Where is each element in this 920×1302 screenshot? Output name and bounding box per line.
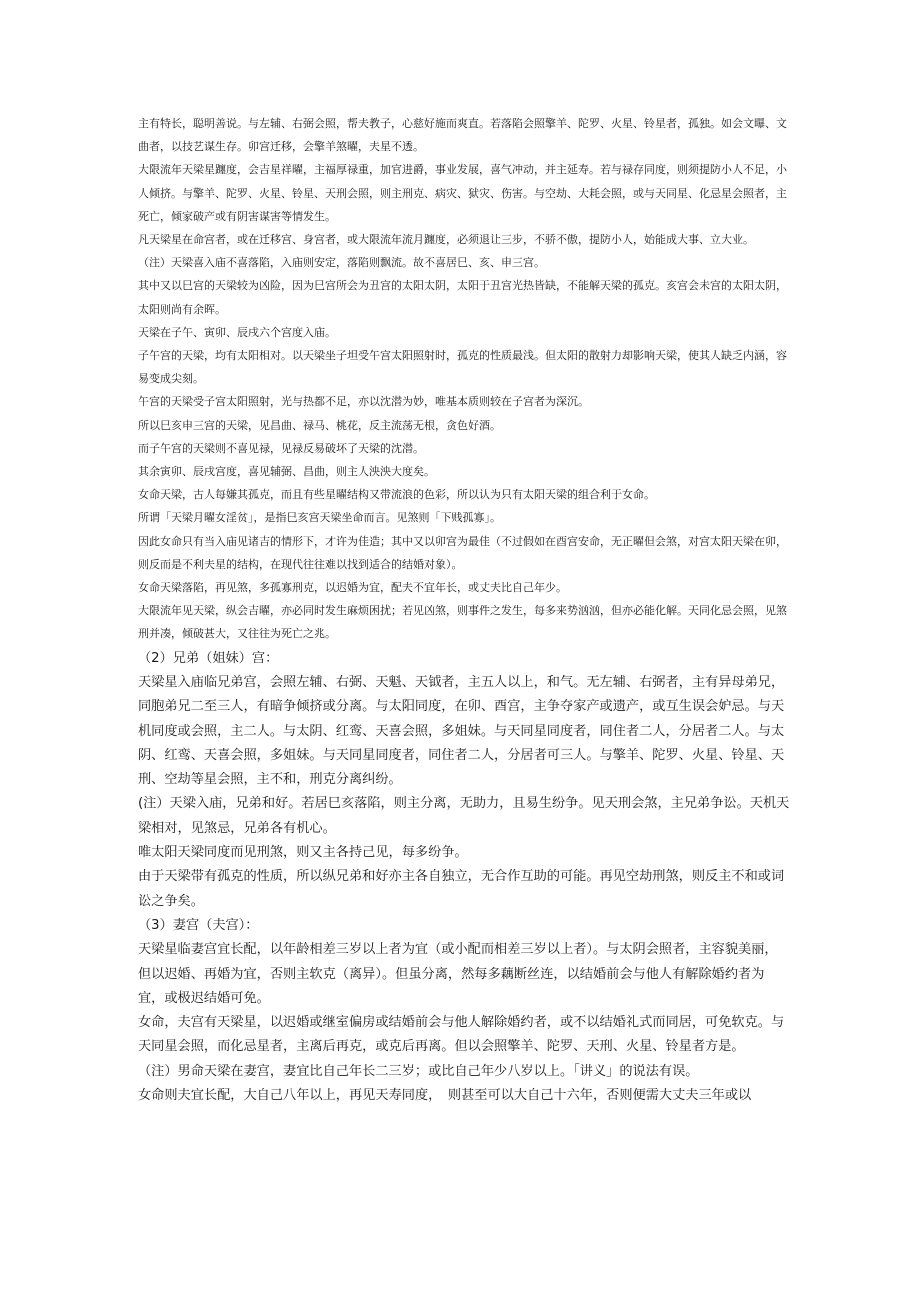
paragraph: 子午宫的天梁，均有太阳相对。以天梁坐子坦受午宫太阳照射时，孤克的性质最浅。但太阳的散射力却影响天梁，使其人缺乏内涵，容易变成尖刻。 xyxy=(138,349,787,386)
paragraph: 唯太阳天梁同度而见刑煞，则又主各持己见，每多纷争。 xyxy=(138,845,468,861)
section-body-small-text xyxy=(138,112,790,646)
paragraph: 因此女命只有当入庙见诸吉的情形下，才许为佳造；其中又以卯宫为最佳（不过假如在酉宫安命，无正曜但会煞，对宫太阳天梁在卯，则反而是不利夫星的结构，在现代往往难以找到适合的结婚对象）。 xyxy=(138,534,787,571)
paragraph: 大限流年见天梁，纵会吉曜，亦必同时发生麻烦困扰；若见凶煞，则事件之发生，每多来势汹汹，但亦必能化解。天同化忌会照，见煞刑并凑，倾破甚大，又往往为死亡之兆。 xyxy=(138,604,787,641)
paragraph: 主有特长，聪明善说。与左辅、右弼会照，帮夫教子，心慈好施而爽直。若落陷会照擎羊、陀罗、火星、铃星者，孤独。如会文曝、文曲者，以技艺谋生存。卯宫迁移，会擎羊煞曜，夫星不透。 xyxy=(138,117,787,154)
paragraph: 天梁在子午、寅卯、辰戌六个宫度入庙。 xyxy=(138,325,336,339)
paragraph: 女命天梁落陷，再见煞，多孤寡刑克，以迟婚为宜，配夫不宜年长，或丈夫比自己年少。 xyxy=(138,581,567,595)
paragraph: 天梁星临妻宫宜长配，以年龄相差三岁以上者为宜（或小配而相差三岁以上者）。与太阴会照者，主容貌美丽，但以迟婚、再婚为宜，否则主软克（离异）。但虽分离，然每多藕断丝连，以结婚前会与他人有解除婚约者为宜，或极迟结婚可免。 xyxy=(138,942,778,1006)
paragraph: 女命天梁，古人每嫌其孤克，而且有些星曜结构又带流浪的色彩，所以认为只有太阳天梁的组合利于女命。 xyxy=(138,488,655,502)
paragraph: 午宫的天梁受子宫太阳照射，光与热都不足，亦以沈潜为妙，唯基本质则较在子宫者为深沉。 xyxy=(138,395,589,409)
paragraph: 其中又以巳宫的天梁较为凶险，因为巳宫所会为丑宫的太阳太阴，太阳于丑宫光热皆缺，不能解天梁的孤克。亥宫会未宫的太阳太阴，太阳则尚有余晖。 xyxy=(138,279,787,316)
paragraph: 大限流年天梁星躔度，会吉星祥曜，主福厚禄重，加官进爵，事业发展，喜气冲动，并主延寿。若与禄存同度，则须提防小人不足，小人倾挤。与擎羊、陀罗、火星、铃星、天刑会照，则主刑克、病灾、狱灾、伤害。与空劫、大耗会照，或与天同星、化忌星会照者，主死亡，倾家破产或有阴害谋害等情发生。 xyxy=(138,163,787,223)
paragraph: 而子午宫的天梁则不喜见禄，见禄反易破坏了天梁的沈潜。 xyxy=(138,441,424,455)
section-body-large-text xyxy=(138,647,790,1109)
paragraph: 女命，夫宫有天梁星，以迟婚或继室偏房或结婚前会与他人解除婚约者，或不以结婚礼式而同居，可免软克。与天同星会照，而化忌星者，主离后再克，或克后再离。但以会照擎羊、陀罗、天刑、火星、铃星者方是。 xyxy=(138,1015,785,1055)
paragraph: (注）天梁入庙，兄弟和好。若居巳亥落陷，则主分离，无助力，且易生纷争。见天刑会煞，主兄弟争讼。天机天梁相对，见煞忌，兄弟各有机心。 xyxy=(138,796,790,836)
paragraph: 所谓「天梁月曜女淫贫」，是指巳亥宫天梁坐命而言。见煞则「下贱孤寡」。 xyxy=(138,511,501,525)
paragraph: 由于天梁带有孤克的性质，所以纵兄弟和好亦主各自独立，无合作互助的可能。再见空劫刑煞，则反主不和或词讼之争矣。 xyxy=(138,869,785,909)
paragraph: 天梁星入庙临兄弟宫，会照左辅、右弼、天魁、天钺者，主五人以上，和气。无左辅、右弼者，主有异母弟兄，同胞弟兄二至三人，有暗争倾挤或分离。与太阳同度，在卯、酉宫，主争夺家产或遗产，或互生误会妒忌。与天机同度或会照，主二人。与太阴、红鸾、天喜会照，多姐妹。与天同星同度者，同住者二人，分居者二人。与太阴、红鸾、天喜会照，多姐妹。与天同星同度者，同住者二人，分居者可三人。与擎羊、陀罗、火星、铃星、天刑、空劫等星会照，主不和，刑克分离纠纷。 xyxy=(138,674,785,788)
document-body xyxy=(138,112,790,1108)
paragraph: 其余寅卯、辰戌宫度，喜见辅弼、昌曲，则主人泱泱大度矣。 xyxy=(138,465,435,479)
paragraph: 所以巳亥申三宫的天梁，见昌曲、禄马、桃花，反主流荡无根，贪色好酒。 xyxy=(138,418,501,432)
paragraph: 女命则夫宜长配，大自己八年以上，再见天寿同度， 则甚至可以大自己十六年，否则便需大丈夫三年或以 xyxy=(138,1088,752,1104)
section-heading-siblings: （2）兄弟（姐妹）宫： xyxy=(138,650,279,666)
paragraph: （注）男命天梁在妻宫，妻宜比自己年长二三岁；或比自己年少八岁以上。「讲义」的说法有误。 xyxy=(138,1063,699,1079)
paragraph: （注）天梁喜入庙不喜落陷，入庙则安定，落陷则飘流。故不喜居巳、亥、申三宫。 xyxy=(138,256,545,270)
section-heading-spouse: （3）妻宫（夫宫）： xyxy=(138,917,259,933)
paragraph: 凡天梁星在命宫者，或在迁移宫、身宫者，或大限流年流月躔度，必须退让三步，不骄不傲，提防小人，始能成大事、立大业。 xyxy=(138,233,754,247)
